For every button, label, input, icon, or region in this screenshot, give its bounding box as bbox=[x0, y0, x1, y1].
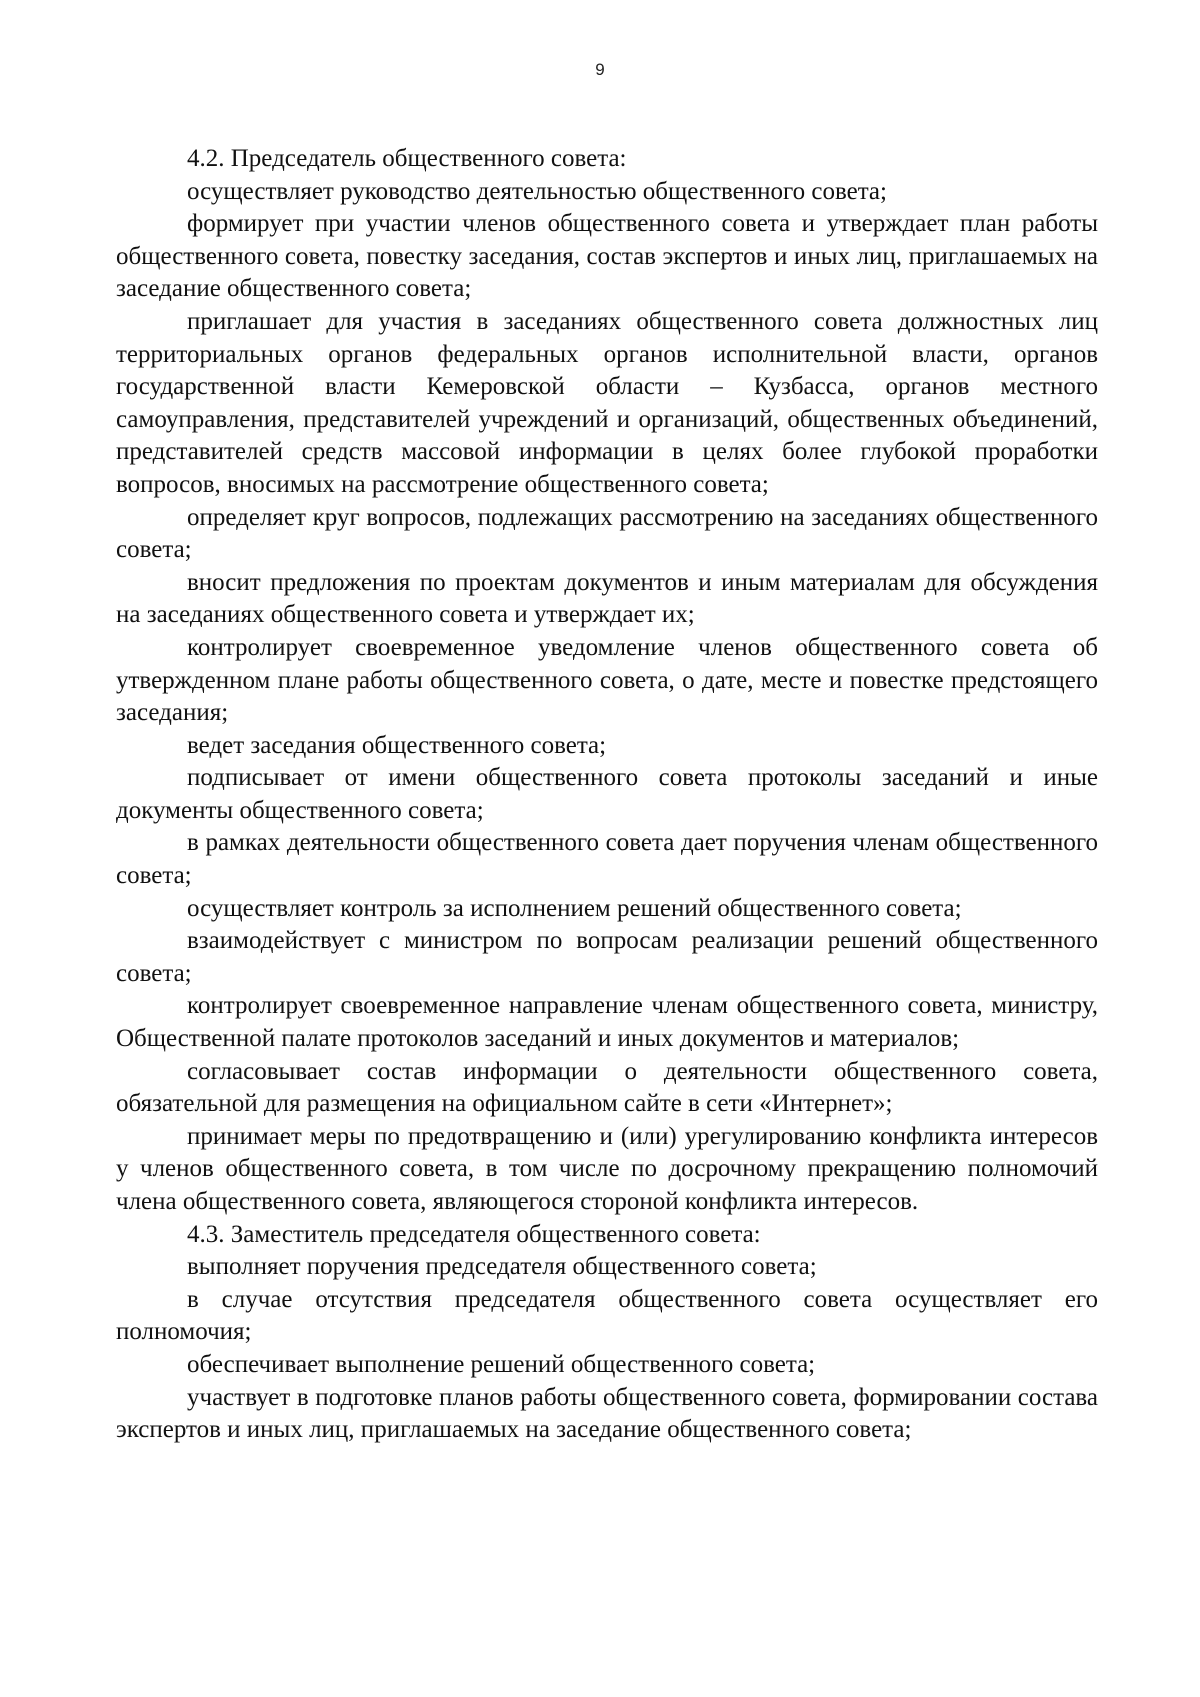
paragraph: в случае отсутствия председателя общественного совета осуществляет его полномочия; bbox=[116, 1285, 1098, 1346]
paragraph: приглашает для участия в заседаниях общественного совета должностных лиц территориальных органов федеральных органов исполнительной власти, органов государственной власти Кемеровской области – Кузбасса, органов местного самоуправления, представителей учреждений и организаций, общественных объединений, представителей средств массовой информации в целях более глубокой проработки вопросов, вносимых на рассмотрение общественного совета; bbox=[116, 307, 1098, 498]
page-number: 9 bbox=[595, 60, 605, 79]
paragraph: осуществляет контроль за исполнением решений общественного совета; bbox=[187, 894, 962, 922]
paragraph: вносит предложения по проектам документов и иным материалам для обсуждения на заседаниях общественного совета и утверждает их; bbox=[116, 568, 1098, 629]
section-heading: 4.3. Заместитель председателя общественного совета: bbox=[187, 1220, 761, 1248]
paragraph: выполняет поручения председателя общественного совета; bbox=[187, 1253, 817, 1281]
paragraph: подписывает от имени общественного совета протоколы заседаний и иные документы общественного совета; bbox=[116, 764, 1098, 824]
paragraph: обеспечивает выполнение решений общественного совета; bbox=[187, 1350, 816, 1378]
paragraph: осуществляет руководство деятельностью общественного совета; bbox=[187, 177, 887, 205]
paragraph: взаимодействует с министром по вопросам реализации решений общественного совета; bbox=[116, 927, 1098, 987]
paragraph: контролирует своевременное направление членам общественного совета, министру, Общественной палате протоколов заседаний и иных документов и материалов; bbox=[116, 992, 1098, 1053]
paragraph: определяет круг вопросов, подлежащих рассмотрению на заседаниях общественного совета; bbox=[116, 503, 1098, 564]
paragraph: принимает меры по предотвращению и (или) урегулированию конфликта интересов у членов общественного совета, в том числе по досрочному прекращению полномочий члена общественного совета, являющегося стороной конфликта интересов. bbox=[116, 1122, 1098, 1215]
paragraph: ведет заседания общественного совета; bbox=[187, 731, 607, 759]
section-heading: 4.2. Председатель общественного совета: bbox=[187, 145, 627, 172]
paragraph: участвует в подготовке планов работы общественного совета, формировании состава экспертов и иных лиц, приглашаемых на заседание общественного совета; bbox=[116, 1383, 1098, 1444]
paragraph: согласовывает состав информации о деятельности общественного совета, обязательной для размещения на официальном сайте в сети «Интернет»; bbox=[116, 1057, 1098, 1118]
paragraph: формирует при участии членов общественного совета и утверждает план работы общественного совета, повестку заседания, состав экспертов и иных лиц, приглашаемых на заседание общественного совета; bbox=[116, 210, 1098, 303]
document-body bbox=[116, 143, 1098, 1447]
paragraph: в рамках деятельности общественного совета дает поручения членам общественного совета; bbox=[116, 829, 1098, 890]
paragraph: контролирует своевременное уведомление членов общественного совета об утвержденном плане работы общественного совета, о дате, месте и повестке предстоящего заседания; bbox=[116, 633, 1098, 727]
